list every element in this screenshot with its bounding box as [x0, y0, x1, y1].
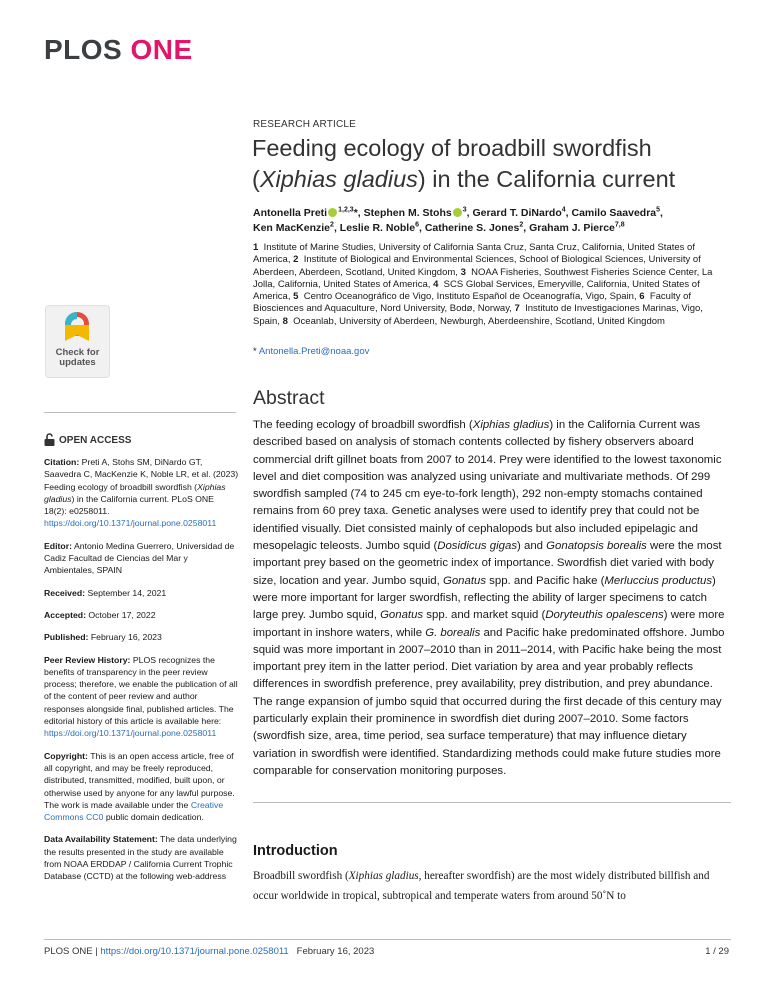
author-4-affil: 5 [656, 206, 661, 214]
affil-num: 6 [639, 291, 645, 303]
abstract-text: spp. and market squid ( [423, 609, 546, 622]
abstract-text: ) were more important in inshore waters, while [253, 609, 725, 639]
author-7[interactable]: Catherine S. Jones [424, 221, 520, 234]
author-5-affil: 2 [330, 221, 334, 228]
affil-text: Faculty of Biosciences and Aquaculture, Nord University, Bodø, Norway, [253, 291, 692, 315]
affil-text: Oceanlab, University of Aberdeen, Newburgh, Aberdeenshire, Scotland, United Kingdom [293, 315, 665, 327]
title-line1: Feeding ecology of broadbill swordfish [252, 135, 652, 161]
received-label: Received: [44, 587, 86, 598]
abstract-body [253, 417, 731, 780]
editor-label: Editor: [44, 540, 72, 551]
abstract-text: ) in the California Current was described based on analysis of stomach contents collected by fishery observers aboard commercial drift gillnet boats from 2007 to 2014. Prey were identified to the lowest taxonomic level and diet composition was analyzed using univariate and multivariate methods. Of 299 swordfish sampled (74 to 245 cm eye-to-fork length), 292 non-empty stomachs contained remains from 60 prey taxa. Genetic analyses were used to identify prey that could not be identified visually. Diet consisted mainly of cephalopods but also included epipelagic and mesopelagic teleosts. Jumbo squid ( [253, 419, 722, 553]
author-7-affil: 2 [519, 221, 524, 228]
author-2-affil: 3 [462, 206, 467, 214]
citation-species: Xiphias gladius [44, 481, 226, 504]
accepted-date: October 17, 2022 [88, 609, 156, 620]
introduction-heading: Introduction [253, 843, 338, 859]
abstract-text: were the most important prey based on the geometric index of importance. Swordfish diet varied with body size, location and year. Jumbo squid, [253, 540, 722, 587]
copyright-text: This is an open access article, free of all copyright, and may be freely reproduced, distributed, transmitted, modified, built upon, or otherwise used by anyone for any lawful purpose. The work is made available under the [44, 750, 235, 810]
species-name: Dosidicus gigas [437, 540, 518, 553]
citation-text: Preti A, Stohs SM, DiNardo GT, Saavedra C, MacKenzie K, Noble LR, et al. (2023) Feeding ecology of broadbill swordfish ( [44, 457, 239, 492]
intro-text: Broadbill swordfish ( [253, 870, 349, 882]
species-name: G. borealis [425, 626, 481, 639]
orcid-icon[interactable] [328, 208, 337, 217]
author-3-affil: 4 [561, 206, 566, 214]
affil-num: 7 [514, 303, 520, 315]
editor-block [44, 540, 239, 577]
species-name: Xiphias gladius [348, 870, 419, 882]
accepted-block [44, 609, 239, 621]
affil-num: 3 [460, 266, 466, 278]
affil-text: SCS Global Services, Emeryville, California, United States of America, [253, 278, 700, 303]
check-updates-line1: Check for [55, 347, 100, 358]
abstract-text: ) and [517, 540, 547, 553]
page-footer [44, 946, 374, 957]
footer-doi-link[interactable]: https://doi.org/10.1371/journal.pone.0258011 [100, 946, 289, 957]
peer-review-text: PLOS recognizes the benefits of transparency in the peer review process; therefore, we enable the publication of all of the content of peer review and author responses alongside final, published articles. The editorial history of this article is available here: [44, 654, 238, 727]
species-name: Gonatopsis borealis [546, 540, 647, 553]
affil-num: 8 [282, 315, 288, 327]
article-type: RESEARCH ARTICLE [253, 119, 357, 130]
abstract-heading: Abstract [253, 387, 325, 409]
copyright-label: Copyright: [44, 750, 88, 761]
journal-logo [44, 34, 193, 66]
corresponding-author [253, 346, 369, 357]
check-updates-label [46, 348, 109, 368]
affiliations [253, 242, 731, 328]
corr-mark: * [253, 346, 257, 357]
abstract-text: spp. and Pacific hake ( [486, 574, 605, 587]
introduction-body [253, 866, 731, 906]
author-8-affil: 7,8 [614, 221, 625, 228]
article-info-sidebar [44, 456, 239, 893]
author-8[interactable]: Graham J. Pierce [529, 221, 615, 234]
copyright-block [44, 750, 239, 824]
open-lock-icon [44, 433, 55, 446]
affil-num: 4 [433, 278, 439, 290]
editor-text: Antonio Medina Guerrero, Universidad de Cadiz Facultad de Ciencias del Mar y Ambientales, SPAIN [44, 540, 235, 576]
author-1[interactable]: Antonella Preti [253, 207, 328, 219]
abstract-text: and Pacific hake predominated offshore. Jumbo squid was more important in 2007–2010 than in 2011–2014, with Pacific hake being the most important prey item in the latter period. Diet variation by area and year probably reflects differences in swordfish preference, prey availability, prey distribution, and prey abundance. The range expansion of jumbo squid that occurred during the first decade of this century may particularly explain their prominence in swordfish diet during 2007–2010. Some factors (swordfish size, area, time period, sea surface temperature) that may influence dietary variation in swordfish were identified. Standardizing methods could make future studies more comparable for conservation monitoring purposes. [253, 626, 725, 777]
citation-doi-link[interactable]: https://doi.org/10.1371/journal.pone.0258011 [44, 518, 217, 529]
orcid-icon[interactable] [453, 208, 462, 217]
title-line2: ) in the California current [417, 166, 676, 192]
page-number: 1 / 29 [705, 946, 729, 957]
species-name: Xiphias gladius [472, 419, 550, 431]
accepted-label: Accepted: [44, 609, 86, 620]
footer-journal: PLOS ONE | [44, 946, 98, 957]
published-block [44, 631, 239, 643]
crossmark-icon [62, 311, 92, 343]
intro-text: , hereafter swordfish) are the most widely distributed billfish and occur worldwide in tropical, subtropical and temperate waters from around 50˚N to [253, 870, 710, 902]
logo-one: ONE [130, 34, 193, 65]
author-5[interactable]: Ken MacKenzie [253, 221, 331, 234]
peer-review-block [44, 654, 239, 740]
affil-text: Institute of Marine Studies, University of California Santa Cruz, Santa Cruz, California, United States of America, [253, 242, 695, 266]
peer-review-link[interactable]: https://doi.org/10.1371/journal.pone.0258011 [44, 728, 217, 739]
affil-num: 5 [293, 291, 299, 303]
author-1-corr-mark: * [353, 207, 358, 219]
corresponding-email-link[interactable]: Antonella.Preti@noaa.gov [258, 346, 370, 357]
check-updates-line2: updates [59, 357, 96, 368]
species-name: Doryteuthis opalescens [545, 609, 664, 622]
author-4[interactable]: Camilo Saavedra [571, 207, 657, 219]
footer-divider [44, 939, 731, 940]
author-3[interactable]: Gerard T. DiNardo [472, 207, 562, 219]
copyright-text-end: public domain dedication. [105, 812, 204, 823]
citation-text-end: ) in the California current. PLoS ONE 18(2): e0258011. [44, 493, 214, 517]
title-species: Xiphias gladius [259, 166, 418, 192]
affil-text: Institute of Biological and Environmental Sciences, School of Biological Sciences, University of Aberdeen, Aberdeen, Scotland, United Kingdom, [253, 254, 701, 278]
affil-text: Centro Oceanográfico de Vigo, Instituto Español de Oceanografía, Vigo, Spain, [303, 291, 637, 303]
abstract-divider [253, 802, 731, 803]
data-availability-text: The data underlying the results presented in the study are available from NOAA ERDDAP / California Current Trophic Database (CCTD) at the following web-address [44, 834, 237, 882]
author-1-affil: 1,2,3 [338, 206, 354, 214]
article-title [252, 133, 722, 195]
data-availability-label: Data Availability Statement: [44, 834, 158, 845]
author-list: Antonella Preti $^{1,2,3}$*, Stephen M. Stohs $^3$, Gerard T. DiNardo$^4$, Camilo Saavedra$^5$, Ken MacKenzie$^2$, Leslie R. Noble$^6$, Catherine S. Jones$^2$, Graham J. Pierce$^{7,8}$ [253, 206, 663, 234]
logo-plos: PLOS [44, 34, 123, 65]
citation-label: Citation: [44, 457, 80, 467]
species-name: Gonatus [380, 609, 424, 622]
affil-num: 2 [293, 254, 299, 266]
author-2[interactable]: Stephen M. Stohs [363, 207, 452, 219]
cc0-link[interactable]: Creative Commons CC0 [44, 799, 224, 823]
species-name: Gonatus [442, 574, 487, 587]
author-6-affil: 6 [415, 221, 419, 228]
affil-text: NOAA Fisheries, Southwest Fisheries Science Center, La Jolla, California, United States of America, [253, 266, 713, 290]
title-paren: ( [252, 166, 260, 192]
published-date: February 16, 2023 [90, 632, 162, 643]
footer-date: February 16, 2023 [296, 946, 375, 957]
sidebar-divider [44, 412, 236, 413]
author-6[interactable]: Leslie R. Noble [339, 221, 416, 234]
abstract-text: ) were more important for larger swordfish, reflecting the ability of larger specimens to catch large prey. Jumbo squid, [253, 574, 716, 622]
affil-num: 1 [253, 242, 259, 253]
peer-review-label: Peer Review History: [44, 654, 131, 665]
abstract-text: The feeding ecology of broadbill swordfish ( [253, 419, 473, 431]
affil-text: Instituto de Investigaciones Marinas, Vigo, Spain, [253, 303, 703, 327]
received-block [44, 587, 239, 599]
species-name: Merluccius productus [604, 574, 713, 587]
open-access-label: OPEN ACCESS [59, 435, 132, 446]
data-availability-block [44, 833, 239, 882]
published-label: Published: [44, 632, 89, 643]
check-for-updates-button[interactable] [45, 305, 110, 378]
received-date: September 14, 2021 [87, 587, 167, 598]
open-access-badge [44, 433, 131, 446]
citation-block [44, 456, 239, 530]
